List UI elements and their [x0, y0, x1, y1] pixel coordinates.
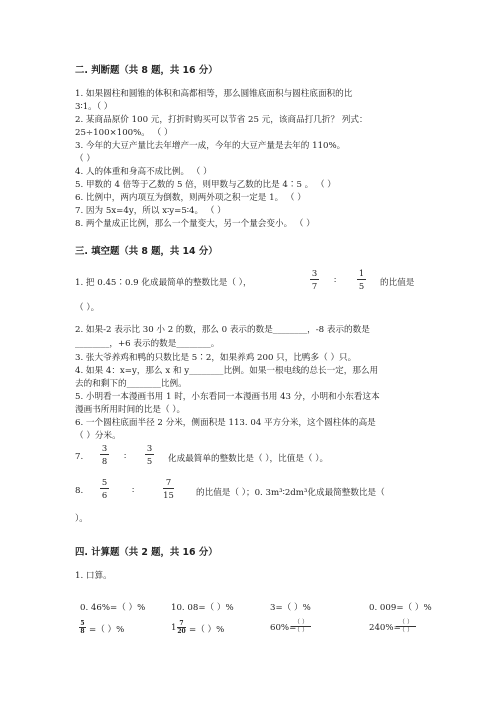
section-title-judge: 二. 判断题（共 8 题，共 16 分）: [75, 65, 218, 76]
fill-q8-text: ）。: [75, 514, 88, 524]
judge-line: 3. 今年的大豆产量比去年增产一成，今年的大豆产量是去年的 110%。: [75, 141, 346, 151]
fill-line: 6. 一个圆柱底面半径 2 分米，侧面积是 113. 04 平方分米，这个圆柱体的高是: [75, 418, 376, 428]
fill-q8-label: 8.: [75, 486, 84, 496]
fraction: [396, 619, 416, 634]
fraction-numerator: （ ）: [294, 619, 308, 626]
fill-line: （ ）分米。: [75, 431, 121, 441]
fraction-numerator: 5: [80, 620, 85, 627]
fill-q1-text: 1. 把 0.45∶0.9 化成最简单的整数比是（ ），: [75, 278, 252, 288]
mixed-whole: 1: [171, 623, 177, 633]
fraction-numerator: 7: [165, 477, 172, 487]
fill-q1-text: 的比值是: [380, 278, 415, 288]
fraction: [145, 443, 154, 466]
fraction-denominator: 5: [146, 456, 153, 466]
fill-line: 去的和剩下的________比例。: [75, 379, 187, 389]
colon: ∶: [124, 452, 127, 462]
fill-q8-text: 的比值是（ ）；0. 3m³∶2dm³化成最简整数比是（: [196, 488, 385, 498]
fraction: [100, 477, 109, 500]
fraction: [357, 268, 366, 291]
calc-item: 0. 46%=（ ）%: [80, 603, 146, 613]
calc-item: 60%=: [270, 623, 297, 633]
fraction-numerator: 7: [179, 620, 184, 627]
fraction: [310, 268, 319, 291]
fill-line: 5. 小明看一本漫画书用 1 时，小东看同一本漫画书用 43 分，小明和小东看这本: [75, 392, 380, 402]
judge-line: 8. 两个量成正比例，那么一个量变大，另一个量会变小。 （ ）: [75, 219, 315, 229]
fill-line: 3. 张大爷养鸡和鸭的只数比是 5∶2，如果养鸡 200 只，比鸭多（ ）只。: [75, 353, 357, 363]
fill-q1-text: （ ）。: [75, 303, 100, 313]
fill-q7-text: 化成最简单的整数比是（ ），比值是（ ）。: [168, 454, 329, 464]
fill-line: 2. 如果-2 表示比 30 小 2 的数，那么 0 表示的数是________，-8 表示的数是: [75, 325, 370, 335]
calc-item: =（ ）%: [89, 625, 125, 635]
fraction-denominator: （ ）: [399, 627, 413, 634]
judge-line: 6. 比例中，两内项互为倒数，则两外项之积一定是 1。 （ ）: [75, 193, 306, 203]
fraction-numerator: （ ）: [399, 619, 413, 626]
fill-line: ________，+6 表示的数是________。: [75, 339, 220, 349]
fraction: [100, 443, 109, 466]
fill-line: 4. 如果 4：x=y，那么 x 和 y________比例。如果一根电线的总长一定，那么用: [75, 366, 379, 376]
fraction-denominator: 7: [311, 281, 318, 291]
fraction: [163, 477, 174, 500]
fraction-denominator: 6: [101, 490, 108, 500]
judge-line: 7. 因为 5x=4y，所以 x∶y=5∶4。 （ ）: [75, 206, 226, 216]
fraction: [177, 620, 186, 635]
calc-item: 240%=: [369, 623, 401, 633]
fraction-denominator: 5: [358, 281, 365, 291]
section-title-calc: 四. 计算题（共 2 题，共 16 分）: [75, 547, 218, 558]
judge-line: 3∶1。（ ）: [75, 102, 113, 112]
judge-line: 4. 人的体重和身高不成比例。 （ ）: [75, 167, 212, 177]
fill-q7-label: 7.: [75, 452, 84, 462]
calc-item: 3=（ ）%: [270, 603, 311, 613]
judge-line: 2. 某商品原价 100 元，打折时购买可以节省 25 元，该商品打几折？ 列式：: [75, 115, 368, 125]
fraction-denominator: 8: [80, 628, 85, 635]
calc-item: 0. 009=（ ）%: [369, 603, 432, 613]
judge-line: 1. 如果圆柱和圆锥的体积和高都相等，那么圆锥底面积与圆柱底面积的比: [75, 89, 353, 99]
colon: ∶: [334, 276, 337, 286]
judge-line: （ ）: [75, 154, 95, 164]
fraction-numerator: 3: [311, 268, 318, 278]
calc-item: 10. 08=（ ）%: [171, 603, 234, 613]
fraction-numerator: 3: [101, 443, 108, 453]
fraction-numerator: 5: [101, 477, 108, 487]
fraction-denominator: （ ）: [294, 627, 308, 634]
fraction: [291, 619, 311, 634]
fraction-numerator: 3: [146, 443, 153, 453]
fraction-denominator: 15: [163, 490, 174, 500]
fraction-denominator: 20: [177, 628, 186, 635]
fill-line: 漫画书所用时间的比是（ ）。: [75, 405, 186, 415]
judge-line: 25÷100×100%。 （ ）: [75, 128, 173, 138]
calc-item: =（ ）%: [189, 625, 225, 635]
judge-line: 5. 甲数的 4 倍等于乙数的 5 倍，则甲数与乙数的比是 4∶5 。 （ ）: [75, 180, 336, 190]
fraction-denominator: 8: [101, 456, 108, 466]
colon: ∶: [132, 486, 135, 496]
calc-subtitle: 1. 口算。: [75, 571, 112, 581]
fraction-numerator: 1: [358, 268, 365, 278]
section-title-fill: 三. 填空题（共 8 题，共 14 分）: [75, 246, 218, 257]
fraction: [79, 620, 86, 635]
